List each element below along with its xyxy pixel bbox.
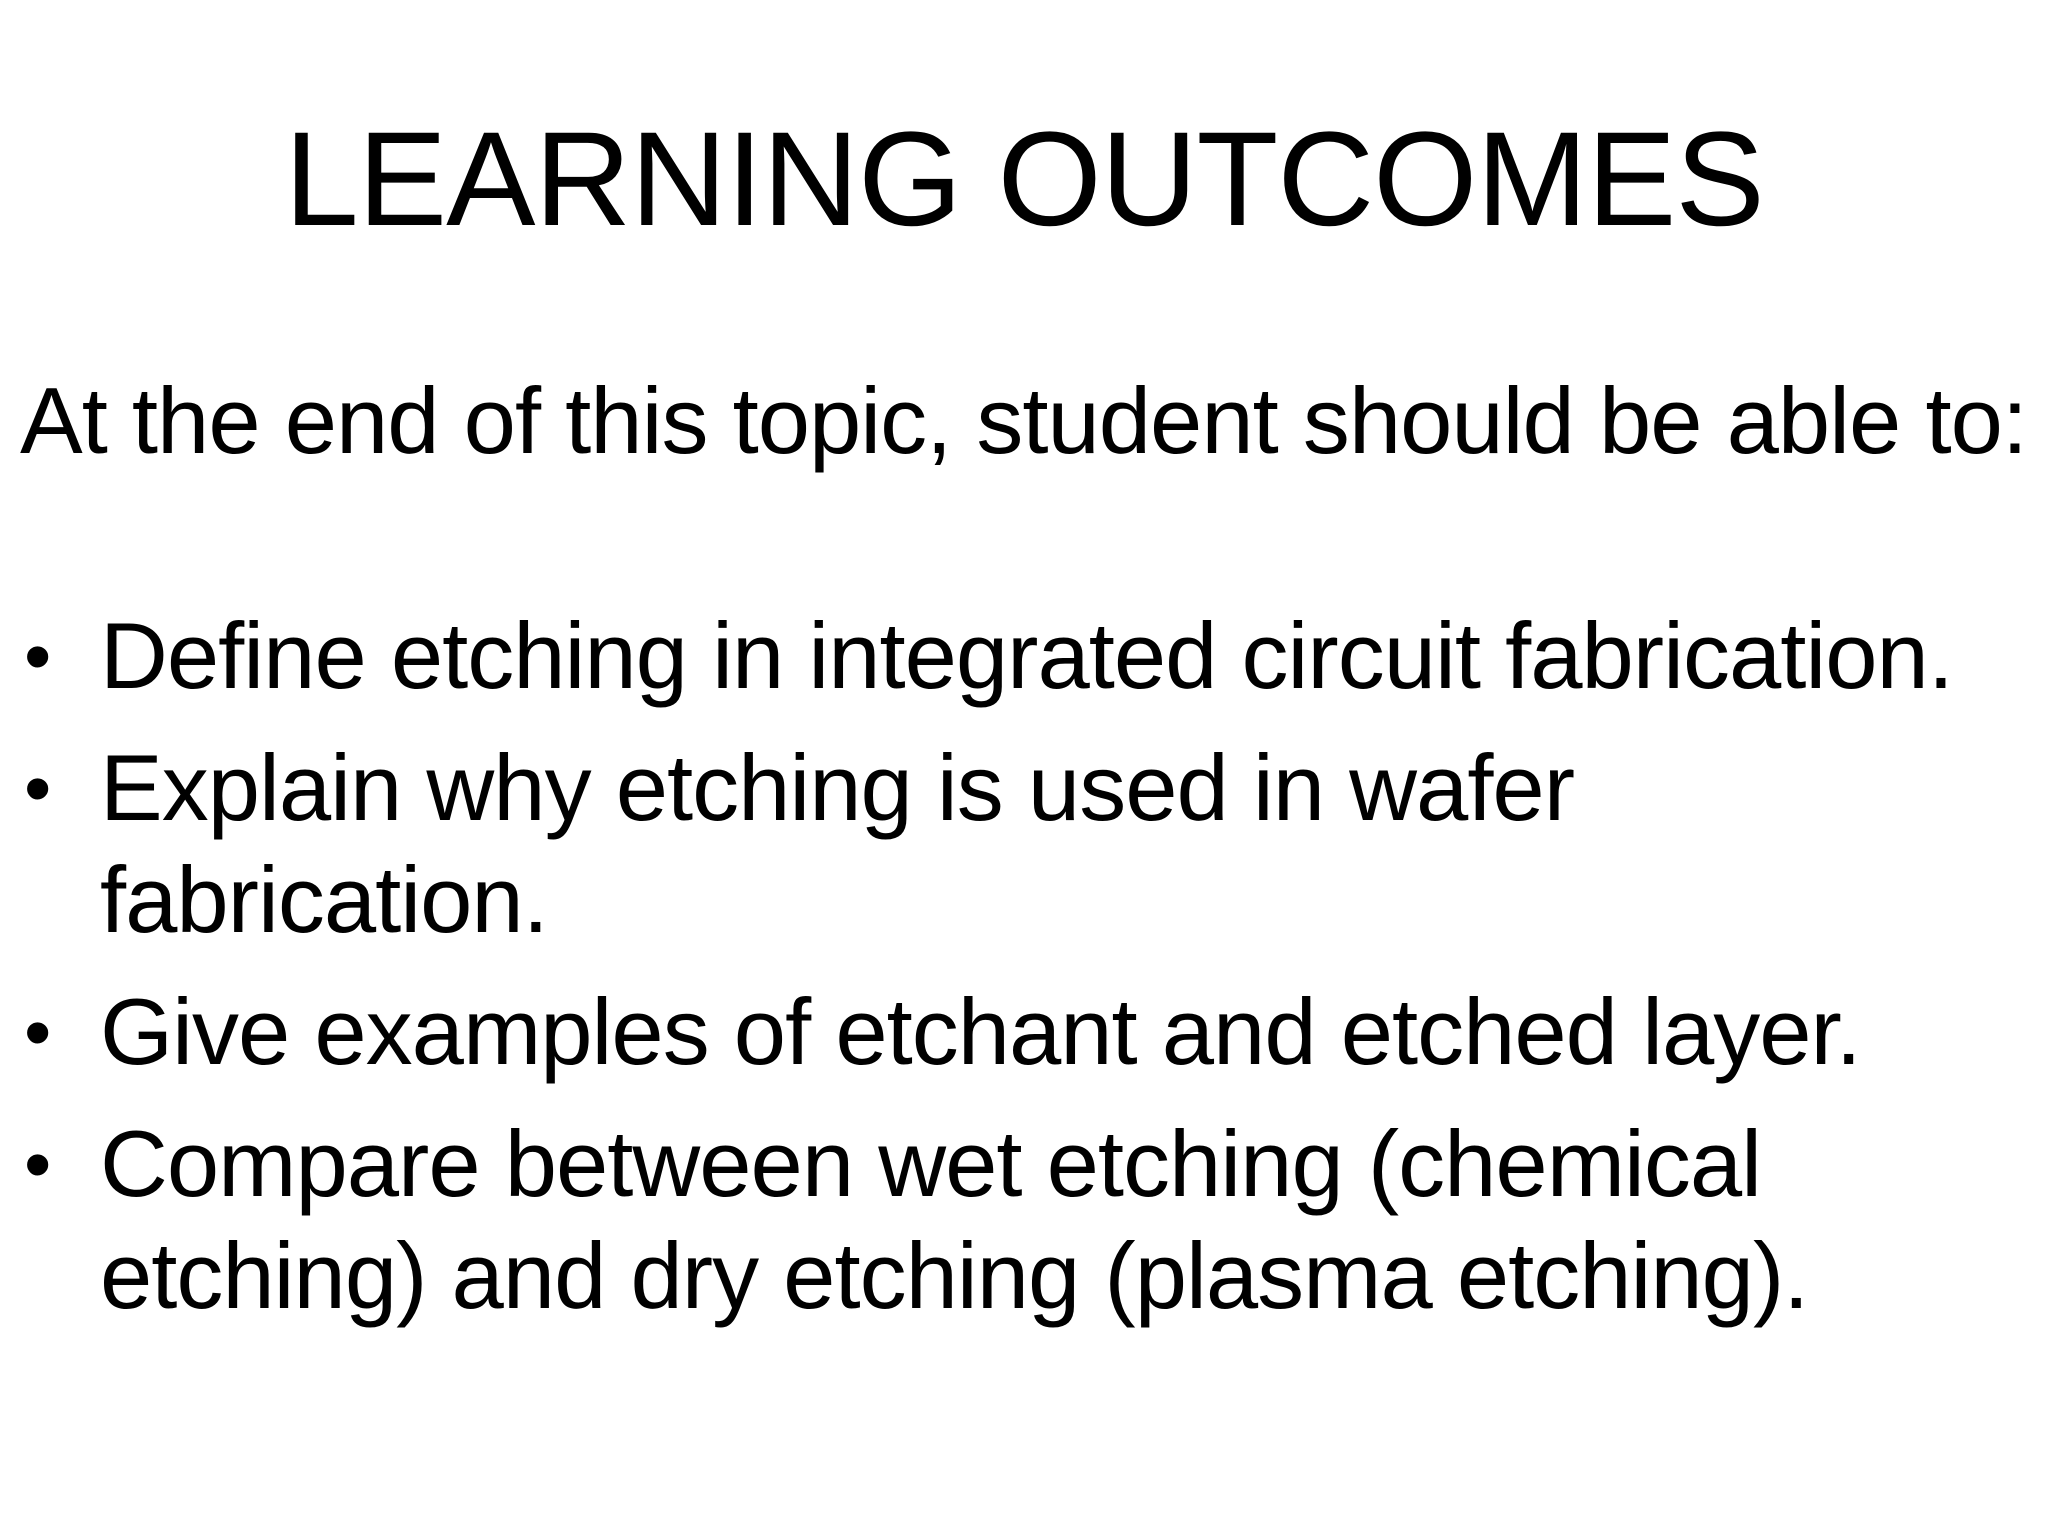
learning-outcome-item: [0, 976, 2000, 1088]
bullet-icon: •: [24, 612, 51, 700]
intro-text: At the end of this topic, student should be able to:: [20, 368, 2027, 473]
bullet-icon: •: [24, 988, 51, 1076]
learning-outcome-item: [0, 1108, 2000, 1332]
learning-outcome-text: Give examples of etchant and etched layer.: [100, 979, 1861, 1084]
learning-outcome-text: Compare between wet etching (chemical etching) and dry etching (plasma etching).: [100, 1111, 1809, 1328]
learning-outcomes-list: [0, 600, 2040, 1352]
learning-outcome-item: [0, 600, 2000, 712]
learning-outcome-item: [0, 732, 2000, 956]
slide-title: LEARNING OUTCOMES: [284, 105, 1764, 254]
bullet-icon: •: [24, 1120, 51, 1208]
bullet-icon: •: [24, 744, 51, 832]
learning-outcome-text: Explain why etching is used in wafer fabrication.: [100, 735, 1575, 952]
learning-outcome-text: Define etching in integrated circuit fabrication.: [100, 603, 1953, 708]
